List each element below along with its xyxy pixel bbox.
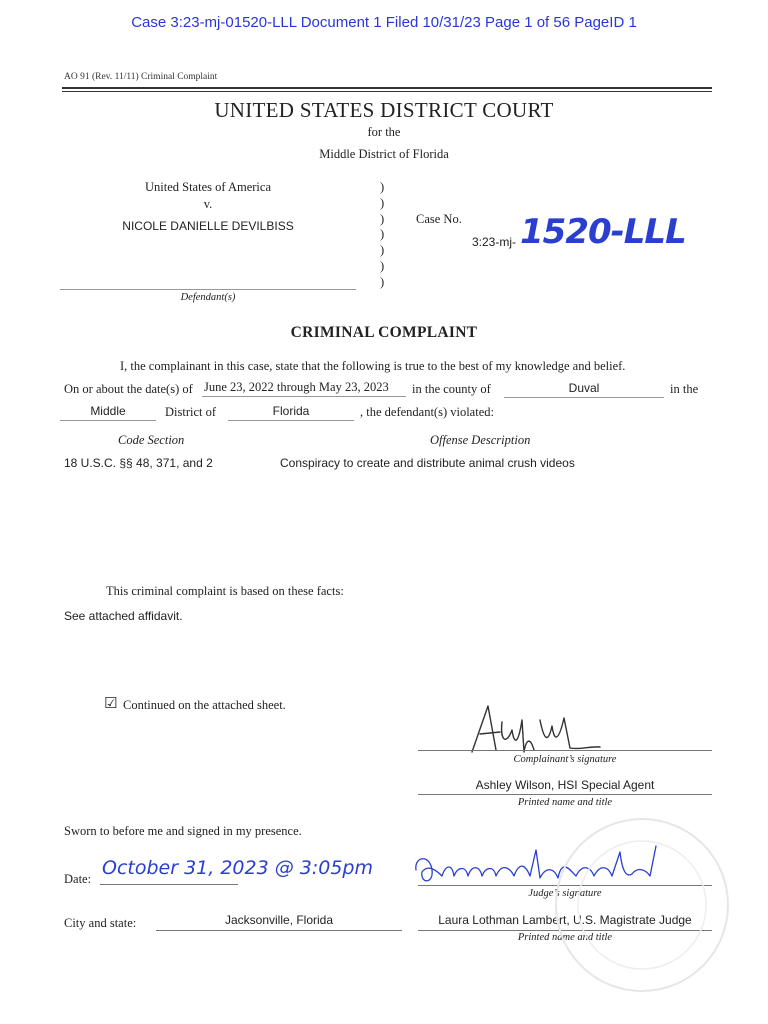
state-value: Florida — [272, 404, 310, 418]
complainant-name-line — [418, 794, 712, 795]
offense-description: Conspiracy to create and distribute animal crush videos — [280, 456, 575, 470]
city-state-label: City and state: — [64, 916, 137, 930]
district-value: Middle — [90, 404, 126, 418]
case-no-label: Case No. — [416, 212, 462, 226]
district-name: Middle District of Florida — [319, 147, 449, 161]
for-the: for the — [367, 125, 401, 139]
dates-label: On or about the date(s) of — [64, 382, 193, 396]
complainant-printed-name: Ashley Wilson, HSI Special Agent — [475, 778, 655, 792]
continued-checkbox[interactable]: ☑ — [104, 694, 118, 712]
court-name: UNITED STATES DISTRICT COURT — [214, 98, 554, 122]
county-label: in the county of — [412, 382, 491, 396]
sworn-statement: Sworn to before me and signed in my presence. — [64, 824, 302, 838]
defendant-name: NICOLE DANIELLE DEVILBISS — [122, 219, 294, 233]
district-of: District of — [165, 405, 217, 419]
complainant-sig-label: Complainant’s signature — [513, 754, 617, 765]
violated-text: , the defendant(s) violated: — [360, 405, 494, 419]
dates-line — [202, 396, 406, 397]
date-label: Date: — [64, 872, 92, 886]
date-handwritten: October 31, 2023 @ 3:05pm — [102, 857, 374, 879]
complaint-title: CRIMINAL COMPLAINT — [290, 324, 478, 341]
judge-printed-name: Laura Lothman Lambert, U.S. Magistrate Judge — [438, 913, 692, 927]
city-state-line — [156, 930, 402, 931]
case-header-stamp: Case 3:23-mj-01520-LLL Document 1 Filed 10/31/23 Page 1 of 56 PageID 1 — [131, 14, 637, 31]
intro-statement: I, the complainant in this case, state that the following is true to the best of my knowledge and belief. — [120, 359, 626, 373]
facts-label: This criminal complaint is based on these facts: — [106, 584, 344, 598]
county-line — [504, 397, 664, 398]
state-line — [228, 420, 354, 421]
city-state-value: Jacksonville, Florida — [224, 913, 334, 927]
judge-printed-label: Printed name and title — [517, 932, 613, 943]
caption-parens: ) ) ) ) ) ) ) — [380, 180, 385, 289]
versus: v. — [203, 197, 213, 211]
continued-label: Continued on the attached sheet. — [123, 698, 286, 712]
complainant-sig-line — [418, 750, 712, 751]
plaintiff: United States of America — [144, 180, 271, 194]
facts-value: See attached affidavit. — [64, 609, 183, 623]
form-id: AO 91 (Rev. 11/11) Criminal Complaint — [64, 72, 218, 82]
in-the: in the — [670, 382, 699, 396]
offense-description-header: Offense Description — [430, 433, 531, 447]
district-line — [60, 420, 156, 421]
complainant-printed-label: Printed name and title — [517, 797, 613, 808]
case-no-prefix: 3:23-mj- — [472, 235, 517, 249]
header-rule-thick — [62, 87, 712, 89]
county-value: Duval — [568, 381, 600, 395]
dates-value: June 23, 2022 through May 23, 2023 — [204, 380, 389, 394]
case-no-handwritten: 1520-LLL — [520, 212, 686, 252]
code-section-header: Code Section — [118, 433, 185, 447]
code-section: 18 U.S.C. §§ 48, 371, and 2 — [64, 456, 213, 470]
court-seal — [552, 815, 732, 995]
judge-sig-label: Judge’s signature — [528, 888, 602, 899]
defendant-line — [60, 289, 356, 290]
header-rule-thin — [62, 91, 712, 92]
date-line — [100, 884, 238, 885]
defendant-label: Defendant(s) — [180, 292, 236, 303]
